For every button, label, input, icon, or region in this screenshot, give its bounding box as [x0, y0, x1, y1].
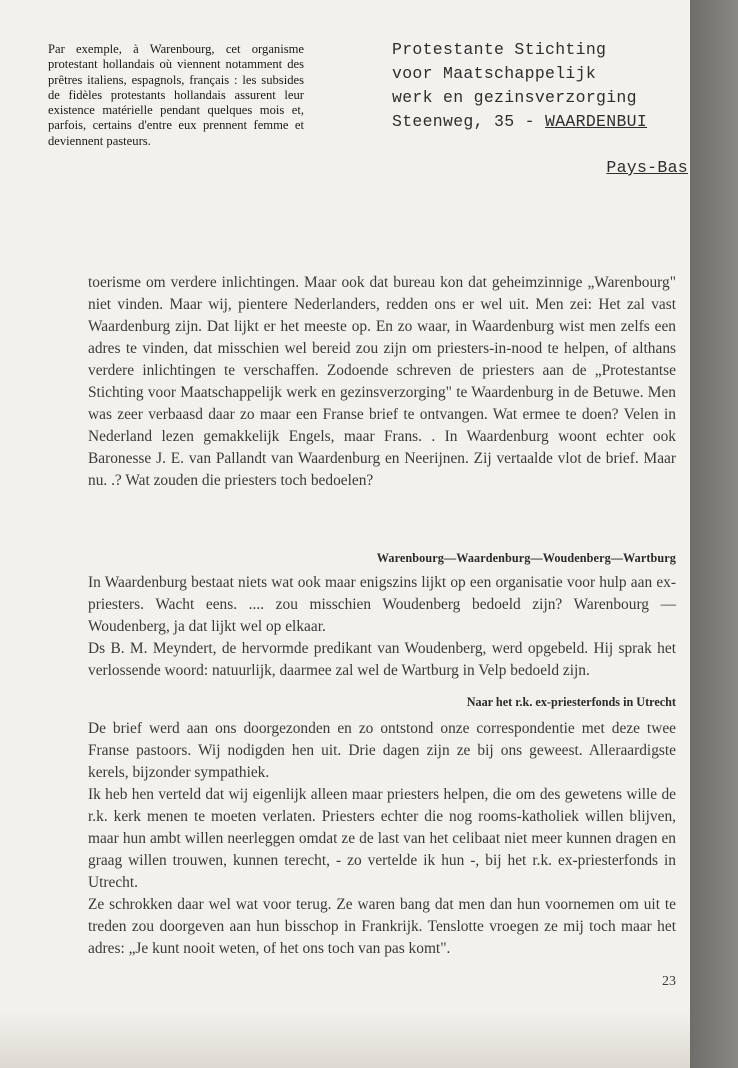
address-street: Steenweg, 35 - [392, 112, 546, 131]
address-line-3: werk en gezinsverzorging [392, 88, 637, 107]
address-line-4 [392, 110, 690, 134]
paragraph: toerisme om verdere inlichtingen. Maar ook dat bureau kon dat geheimzinnige „Warenbourg" niet vinden. Maar wij, pientere Nederlanders, redden ons er wel uit. Men zei: Het zal vast Waardenburg zijn. Dat lijkt er het meeste op. En zo waar, in Waardenburg wist men zelfs een adres te vinden, dat misschien wel bereid zou zijn om priesters-in-nood te helpen, of althans verdere inlichtingen te verschaffen. Zodoende schreven de priesters aan de „Protestantse Stichting voor Maatschappelijk werk en gezinsverzorging" te Waardenburg in de Betuwe. Men was zeer verbaasd daar zo maar een Franse brief te ontvangen. Wat ermee te doen? Velen in Nederland lezen gemakkelijk Engels, maar Frans. . In Waardenburg woont echter ook Baronesse J. E. van Pallandt van Waardenburg en Neerijnen. Zij vertaalde vlot de brief. Maar nu. .? Wat zouden die priesters toch bedoelen? [88, 274, 676, 489]
page-bottom-shadow [0, 1010, 690, 1068]
body-section-2 [88, 572, 676, 682]
paragraph: Ds B. M. Meyndert, de hervormde predikant van Woudenberg, werd opgebeld. Hij sprak het verlossende woord: natuurlijk, daarmee zal wel de Wartburg in Velp bedoeld zijn. [88, 640, 676, 679]
address-line-1: Protestante Stichting [392, 40, 607, 59]
paragraph: Ze schrokken daar wel wat voor terug. Ze waren bang dat men dan hun voornemen om uit te treden zou doorgeven aan hun bisschop in Frankrijk. Tenslotte vroegen ze mij toch maar het adres: „Je kunt nooit weten, of het ons toch van pas komt". [88, 896, 676, 957]
book-spine-edge [690, 0, 738, 1068]
paragraph: De brief werd aan ons doorgezonden en zo ontstond onze correspondentie met deze twee Franse pastoors. Wij nodigden hen uit. Drie dagen zijn ze bij ons geweest. Alleraardigste kerels, bijzonder sympathiek. [88, 720, 676, 781]
paragraph: Ik heb hen verteld dat wij eigenlijk alleen maar priesters helpen, die om des gewetens wille de r.k. kerk menen te moeten verlaten. Priesters echter die nog rooms-katholiek willen blijven, maar hun ambt willen neerleggen omdat ze de last van het celibaat niet meer kunnen dragen en graag willen trouwen, kunnen terecht, - zo vertelde ik hun -, bij het r.k. ex-priesterfonds in Utrecht. [88, 786, 676, 891]
body-section-3 [88, 718, 676, 960]
section-heading: Naar het r.k. ex-priesterfonds in Utrecht [466, 695, 676, 709]
section-heading: Warenbourg—Waardenburg—Woudenberg—Wartburg [376, 551, 676, 565]
french-newspaper-clipping: Par exemple, à Warenbourg, cet organisme protestant hollandais où viennent notamment des prêtres italiens, espagnols, français : les subsides de fidèles protestants hollandais assurent leur existence matérielle pendant quelques mois et, parfois, certains d'entre eux prennent femme et deviennent pasteurs. [48, 42, 304, 148]
body-section-1 [88, 272, 676, 492]
address-city: WAARDENBUI [545, 112, 648, 131]
page-number: 23 [662, 974, 676, 989]
typed-address-stamp [392, 38, 690, 180]
address-line-2: voor Maatschappelijk [392, 64, 597, 83]
address-country-line [392, 156, 690, 180]
address-country: Pays-Bas [606, 158, 688, 177]
paragraph: In Waardenburg bestaat niets wat ook maar enigszins lijkt op een organisatie voor hulp aan ex-priesters. Wacht eens. .... zou misschien Woudenberg bedoeld zijn? Warenbourg — Woudenberg, ja dat lijkt wel op elkaar. [88, 574, 676, 635]
